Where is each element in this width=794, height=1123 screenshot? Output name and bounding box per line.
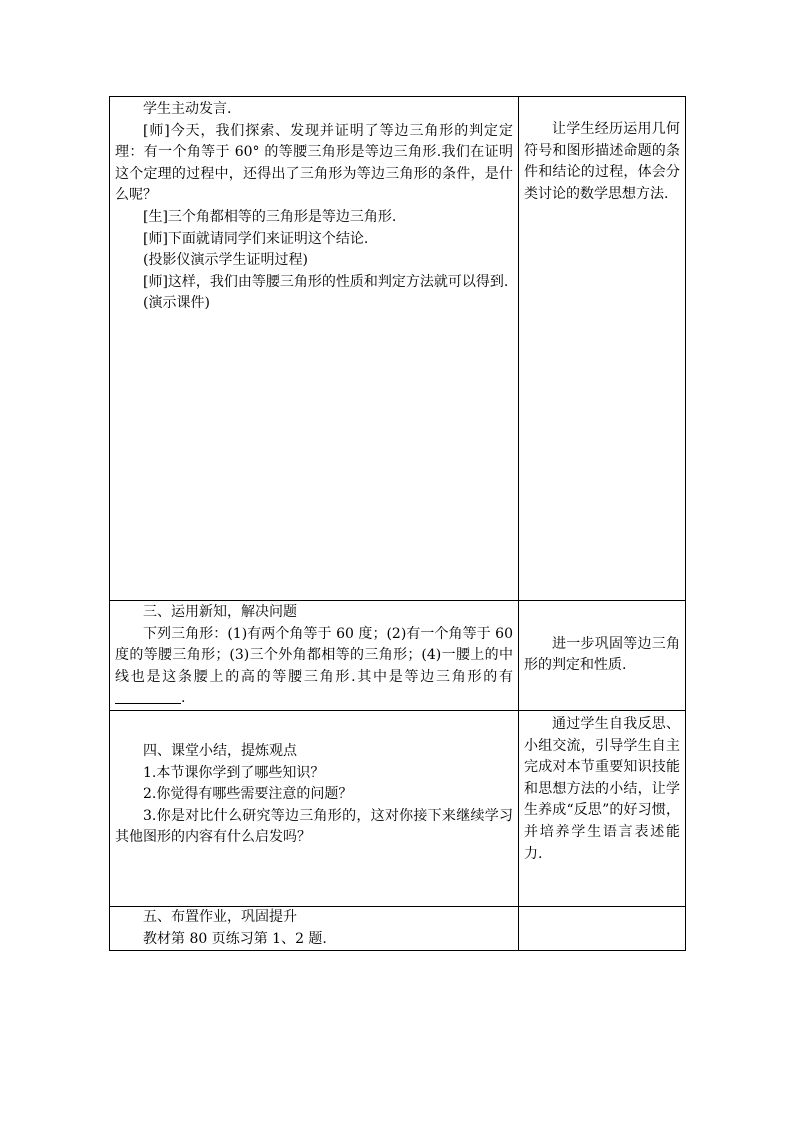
intent-cell [519,906,686,950]
question-item: 3.你是对比什么研究等边三角形的，这对你接下来继续学习其他图形的内容有什么启发吗？ [115,807,513,846]
table-row [110,906,686,950]
section-heading: 三、运用新知，解决问题 [143,604,297,620]
process-cell [110,97,519,601]
question-item: 2.你觉得有哪些需要注意的问题？ [143,786,353,803]
process-cell [110,906,519,950]
lesson-plan-table [109,96,686,951]
paragraph: [师]这样，我们由等腰三角形的性质和判定方法就可以得到. [143,273,509,290]
intent-cell [519,710,686,906]
table-row [110,601,686,711]
paragraph: [师]今天，我们探索、发现并证明了等边三角形的判定定理：有一个角等于 60° 的等腰三角形是等边三角形.我们在证明这个定理的过程中，还得出了三角形为等边三角形的条件，是什么呢？ [115,122,513,204]
design-intent-text: 通过学生自我反思、小组交流，引导学生自主完成对本节重要知识技能和思想方法的小结，让学生养成“反思”的好习惯，并培养学生语言表述能力. [524,715,680,862]
section-heading: 四、课堂小结，提炼观点 [143,742,297,759]
exercise-question: 下列三角形：(1)有两个角等于 60 度；(2)有一个角等于 60 度的等腰三角形；(3)三个外角都相等的三角形；(4)一腰上的中线也是这条腰上的高的等腰三角形.其中是等边三角形的有 [115,625,513,685]
intent-cell [519,97,686,601]
design-intent-text: 让学生经历运用几何符号和图形描述命题的条件和结论的过程，体会分类讨论的数学思想方法. [524,121,680,202]
process-cell [110,601,519,711]
design-intent-text: 进一步巩固等边三角形的判定和性质. [524,635,680,674]
exercise-text [115,624,513,710]
paragraph: (投影仪演示学生证明过程) [143,252,308,269]
table-row [110,97,686,601]
table-row [110,710,686,906]
section-heading: 五、布置作业，巩固提升 [143,908,297,925]
answer-blank [115,689,181,704]
paragraph: [生]三个角都相等的三角形是等边三角形. [143,208,397,225]
paragraph: 学生主动发言. [143,101,232,117]
question-item: 1.本节课你学到了哪些知识？ [143,764,325,781]
paragraph: (演示课件) [143,295,210,312]
homework-text: 教材第 80 页练习第 1、2 题. [143,930,327,947]
paragraph: [师]下面就请同学们来证明这个结论. [143,230,369,247]
exercise-end: . [181,690,186,707]
process-cell [110,710,519,906]
intent-cell [519,601,686,711]
